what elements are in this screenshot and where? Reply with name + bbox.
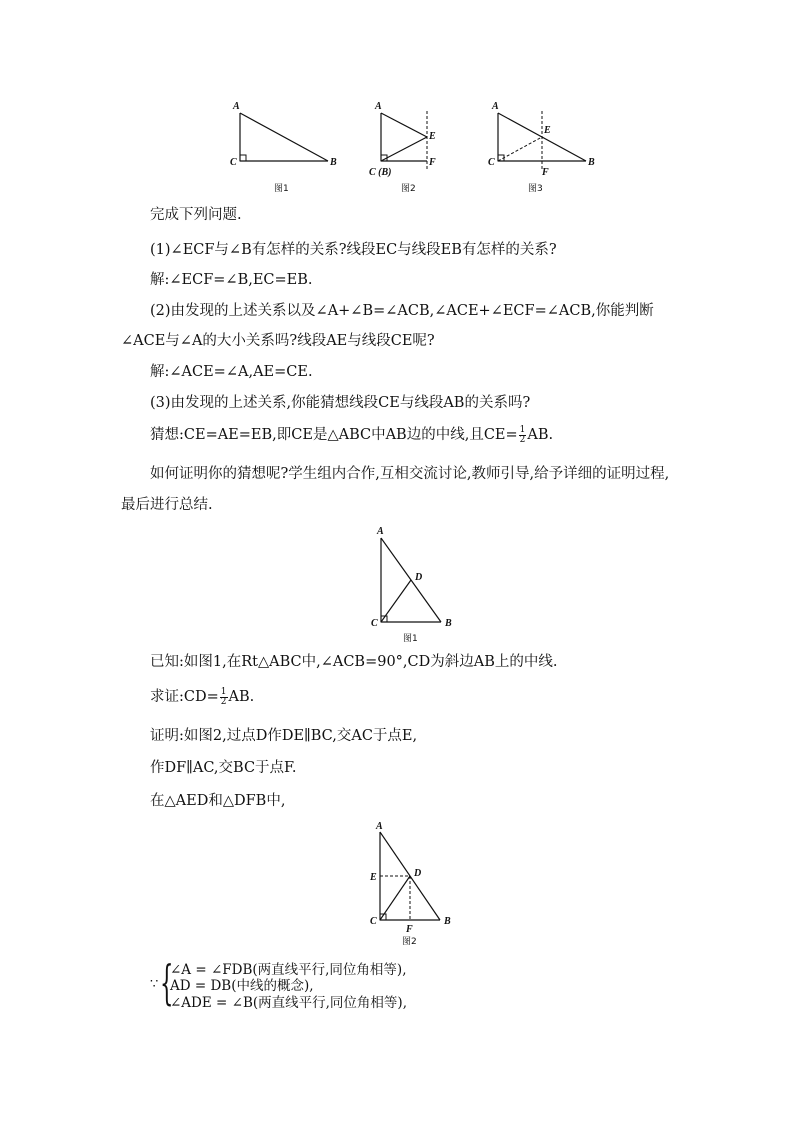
left-brace: { bbox=[160, 956, 174, 1011]
fraction-half: $\frac{1}{2}$ bbox=[519, 424, 526, 445]
prove-statement: 求证:CD= $\frac{1}{2}$ AB. bbox=[150, 686, 255, 707]
label-b: B bbox=[444, 916, 451, 927]
right-triangle-diagram bbox=[220, 97, 350, 197]
triangle-with-perpendicular-diagram bbox=[480, 97, 610, 197]
proof-line-3: 在△AED和△DFB中, bbox=[150, 793, 286, 809]
label-e: E bbox=[370, 872, 377, 883]
intro-text: 完成下列问题. bbox=[150, 207, 242, 223]
top-figure-3 bbox=[480, 97, 610, 197]
proof-line-2: 作DF∥AC,交BC于点F. bbox=[150, 760, 297, 776]
label-f: F bbox=[429, 157, 436, 168]
discussion-paragraph: 如何证明你的猜想呢?学生组内合作,互相交流讨论,教师引导,给予详细的证明过程,最后进行总结. bbox=[121, 466, 670, 513]
label-e: E bbox=[429, 131, 436, 142]
label-c: C bbox=[488, 157, 495, 168]
given-statement: 已知:如图1,在Rt△ABC中,∠ACB=90°,CD为斜边AB上的中线. bbox=[150, 654, 558, 670]
guess-line bbox=[150, 425, 553, 445]
proof-line-1: 证明:如图2,过点D作DE∥BC,交AC于点E, bbox=[150, 728, 418, 744]
fraction-half: $\frac{1}{2}$ bbox=[220, 686, 227, 707]
label-a: A bbox=[375, 101, 382, 112]
label-c: C bbox=[371, 618, 378, 629]
label-c: C bbox=[230, 157, 237, 168]
answer-2: 解:∠ACE=∠A,AE=CE. bbox=[150, 364, 313, 380]
label-a: A bbox=[492, 101, 499, 112]
folded-triangle-diagram bbox=[365, 97, 455, 197]
condition-2: AD = DB(中线的概念), bbox=[170, 978, 314, 994]
proof-figure-2 bbox=[362, 820, 467, 950]
guess-prefix: 猜想:CE=AE=EB,即CE是△ABC中AB边的中线,且CE= bbox=[150, 427, 518, 443]
caption: 图2 bbox=[402, 937, 417, 947]
median-triangle-diagram bbox=[365, 522, 465, 647]
condition-1: ∠A = ∠FDB(两直线平行,同位角相等), bbox=[170, 962, 407, 978]
label-a: A bbox=[376, 821, 383, 832]
label-a: A bbox=[233, 101, 240, 112]
label-cb: C (B) bbox=[369, 167, 392, 178]
answer-1: 解:∠ECF=∠B,EC=EB. bbox=[150, 272, 313, 288]
caption: 图1 bbox=[274, 184, 289, 194]
caption: 图3 bbox=[528, 184, 543, 194]
caption: 图1 bbox=[403, 634, 418, 644]
label-f: F bbox=[406, 924, 413, 935]
label-b: B bbox=[445, 618, 452, 629]
condition-3: ∠ADE = ∠B(两直线平行,同位角相等), bbox=[170, 995, 407, 1011]
question-3: (3)由发现的上述关系,你能猜想线段CE与线段AB的关系吗? bbox=[150, 395, 531, 411]
label-f: F bbox=[542, 167, 549, 178]
guess-suffix: AB. bbox=[527, 427, 554, 443]
proof-figure-1 bbox=[365, 522, 465, 647]
label-b: B bbox=[330, 157, 337, 168]
label-c: C bbox=[370, 916, 377, 927]
question-1: (1)∠ECF与∠B有怎样的关系?线段EC与线段EB有怎样的关系? bbox=[150, 242, 557, 258]
label-d: D bbox=[415, 572, 423, 583]
top-figure-1 bbox=[220, 97, 350, 197]
because-symbol: ∵ bbox=[150, 977, 159, 992]
question-2-line-2: ∠ACE与∠A的大小关系吗?线段AE与线段CE呢? bbox=[121, 333, 435, 349]
caption: 图2 bbox=[401, 184, 416, 194]
top-figure-2 bbox=[365, 97, 455, 197]
question-2-line-1: (2)由发现的上述关系以及∠A+∠B=∠ACB,∠ACE+∠ECF=∠ACB,你能判断 bbox=[150, 303, 654, 319]
label-a: A bbox=[377, 526, 384, 537]
label-b: B bbox=[588, 157, 595, 168]
label-d: D bbox=[414, 868, 422, 879]
label-e: E bbox=[544, 125, 551, 136]
parallel-lines-diagram bbox=[362, 820, 467, 950]
